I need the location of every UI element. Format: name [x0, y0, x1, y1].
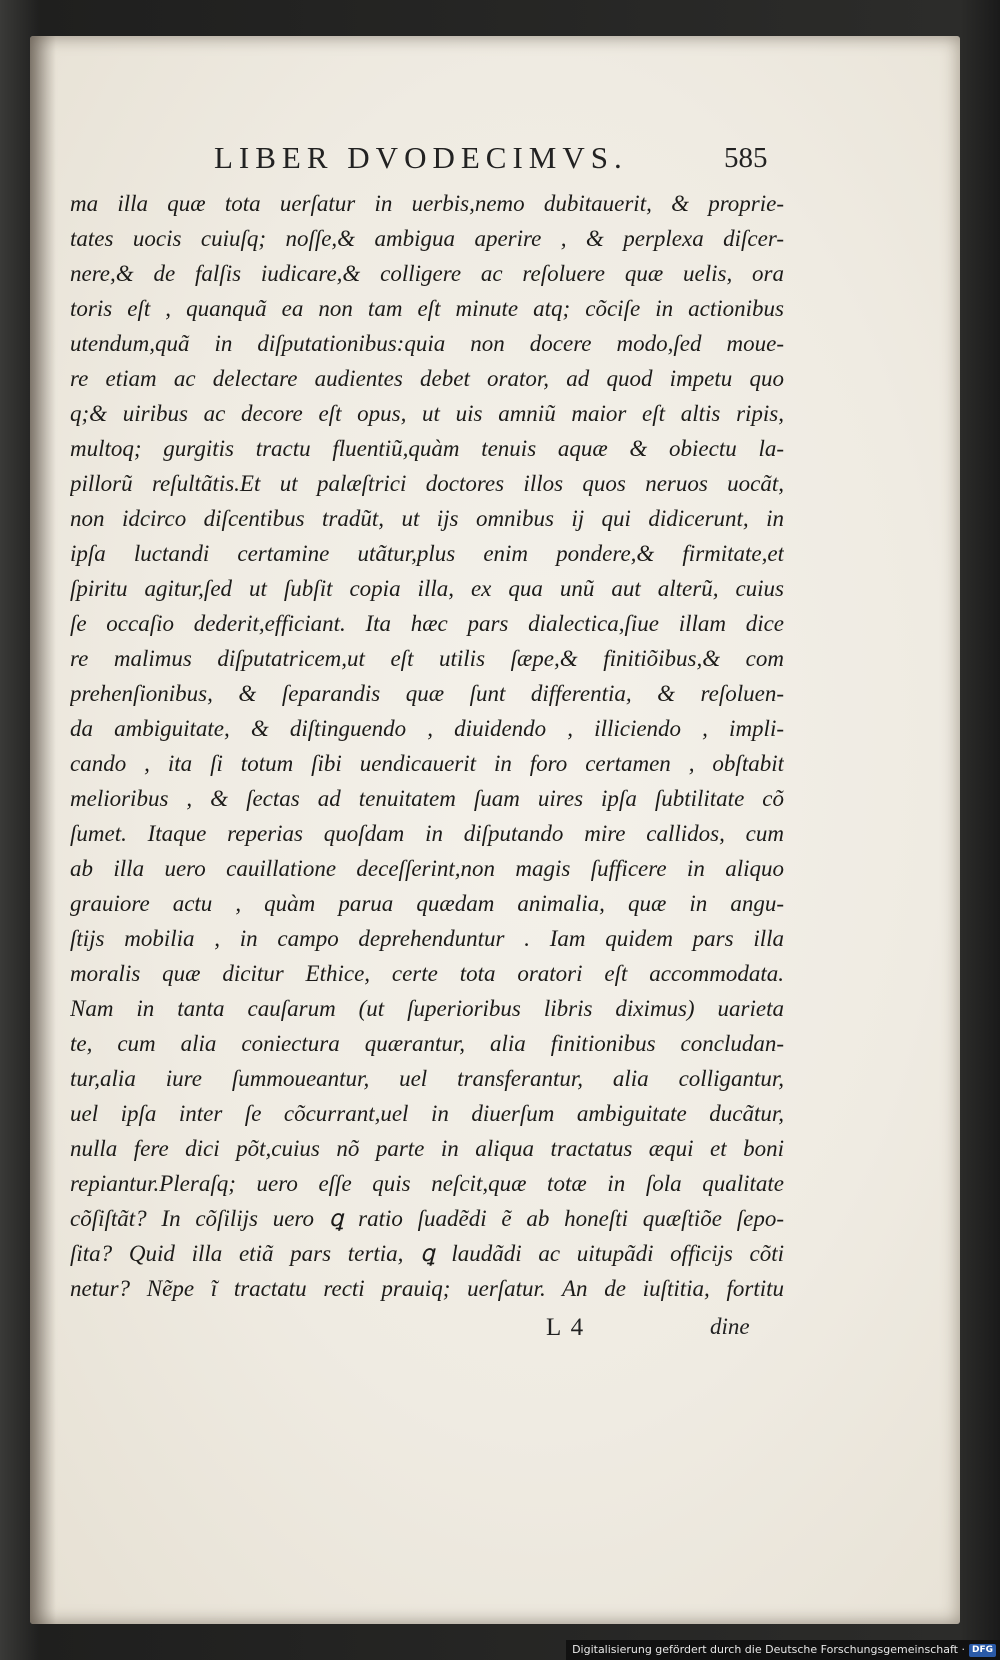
body-text: [70, 186, 784, 1306]
text-line: uel ipſa inter ſe cõcurrant,uel in diuerſum ambiguitate ducãtur,: [70, 1101, 784, 1126]
text-line: non idcirco diſcentibus tradũt, ut ijs omnibus ij qui didicerunt, in: [70, 506, 784, 531]
text-line: te, cum alia coniectura quærantur, alia finitionibus concludan-: [70, 1031, 784, 1056]
text-line: Nam in tanta cauſarum (ut ſuperioribus libris diximus) uarieta: [70, 996, 784, 1021]
dfg-funding-banner: [566, 1640, 1000, 1660]
text-line: ma illa quæ tota uerſatur in uerbis,nemo dubitauerit, & proprie-: [70, 191, 784, 216]
text-line: ipſa luctandi certamine utãtur,plus enim pondere,& firmitate,et: [70, 541, 784, 566]
text-line: grauiore actu , quàm parua quædam animalia, quæ in angu-: [70, 891, 784, 916]
text-line: ſita? Quid illa etiã pars tertia, ꝗ laudãdi ac uitupãdi officijs cõti: [70, 1241, 784, 1266]
text-line: da ambiguitate, & diſtinguendo , diuidendo , illiciendo , impli-: [70, 716, 784, 741]
text-line: moralis quæ dicitur Ethice, certe tota oratori eſt accommodata.: [70, 961, 784, 986]
text-line: repiantur.Pleraſq; uero eſſe quis neſcit,quæ totæ in ſola qualitate: [70, 1171, 784, 1196]
running-title: LIBER DVODECIMVS.: [214, 140, 628, 175]
dfg-funding-text: Digitalisierung gefördert durch die Deutsche Forschungsgemeinschaft ·: [572, 1643, 965, 1656]
page-footer: [30, 1314, 960, 1350]
text-line: toris eſt , quanquã ea non tam eſt minute atq; cõciſe in actionibus: [70, 296, 784, 321]
text-line: re etiam ac delectare audientes debet orator, ad quod impetu quo: [70, 366, 784, 391]
text-line: utendum,quã in diſputationibus:quia non docere modo,ſed moue-: [70, 331, 784, 356]
text-line: re malimus diſputatricem,ut eſt utilis ſæpe,& finitiõibus,& com: [70, 646, 784, 671]
text-line: prehenſionibus, & ſeparandis quæ ſunt differentia, & reſoluen-: [70, 681, 784, 706]
text-line: melioribus , & ſectas ad tenuitatem ſuam uires ipſa ſubtilitate cõ: [70, 786, 784, 811]
book-page: [30, 36, 960, 1624]
text-line: netur? Nẽpe ĩ tractatu recti prauiq; uerſatur. An de iuſtitia, fortitu: [70, 1276, 784, 1301]
page-number: 585: [724, 142, 768, 174]
page-gutter-shadow: [30, 36, 56, 1624]
text-line: multoq; gurgitis tractu fluentiũ,quàm tenuis aquæ & obiectu la-: [70, 436, 784, 461]
dfg-logo-icon: DFG: [969, 1644, 996, 1657]
text-line: cando , ita ſi totum ſibi uendicauerit in foro certamen , obſtabit: [70, 751, 784, 776]
text-line: ab illa uero cauillatione deceſſerint,non magis ſufficere in aliquo: [70, 856, 784, 881]
text-line: q;& uiribus ac decore eſt opus, ut uis amniũ maior eſt altis ripis,: [70, 401, 784, 426]
catchword: dine: [710, 1314, 750, 1339]
text-line: cõſiſtãt? In cõſilijs uero ꝗ ratio ſuadẽdi ẽ ab honeſti quæſtiõe ſepo-: [70, 1206, 784, 1231]
text-line: pillorũ reſultãtis.Et ut palæſtrici doctores illos quos neruos uocãt,: [70, 471, 784, 496]
signature-mark: L 4: [546, 1314, 586, 1341]
text-line: tur,alia iure ſummoueantur, uel transferantur, alia colligantur,: [70, 1066, 784, 1091]
text-line: nere,& de falſis iudicare,& colligere ac reſoluere quæ uelis, ora: [70, 261, 784, 286]
text-line: nulla fere dici põt,cuius nõ parte in aliqua tractatus æqui et boni: [70, 1136, 784, 1161]
text-line: ſe occaſio dederit,efficiant. Ita hæc pars dialectica,ſiue illam dice: [70, 611, 784, 636]
text-line: ſtijs mobilia , in campo deprehenduntur . Iam quidem pars illa: [70, 926, 784, 951]
text-line: ſpiritu agitur,ſed ut ſubſit copia illa, ex qua unũ aut alterũ, cuius: [70, 576, 784, 601]
running-head: [30, 140, 960, 180]
text-line: ſumet. Itaque reperias quoſdam in diſputando mire callidos, cum: [70, 821, 784, 846]
text-line: tates uocis cuiuſq; noſſe,& ambigua aperire , & perplexa diſcer-: [70, 226, 784, 251]
